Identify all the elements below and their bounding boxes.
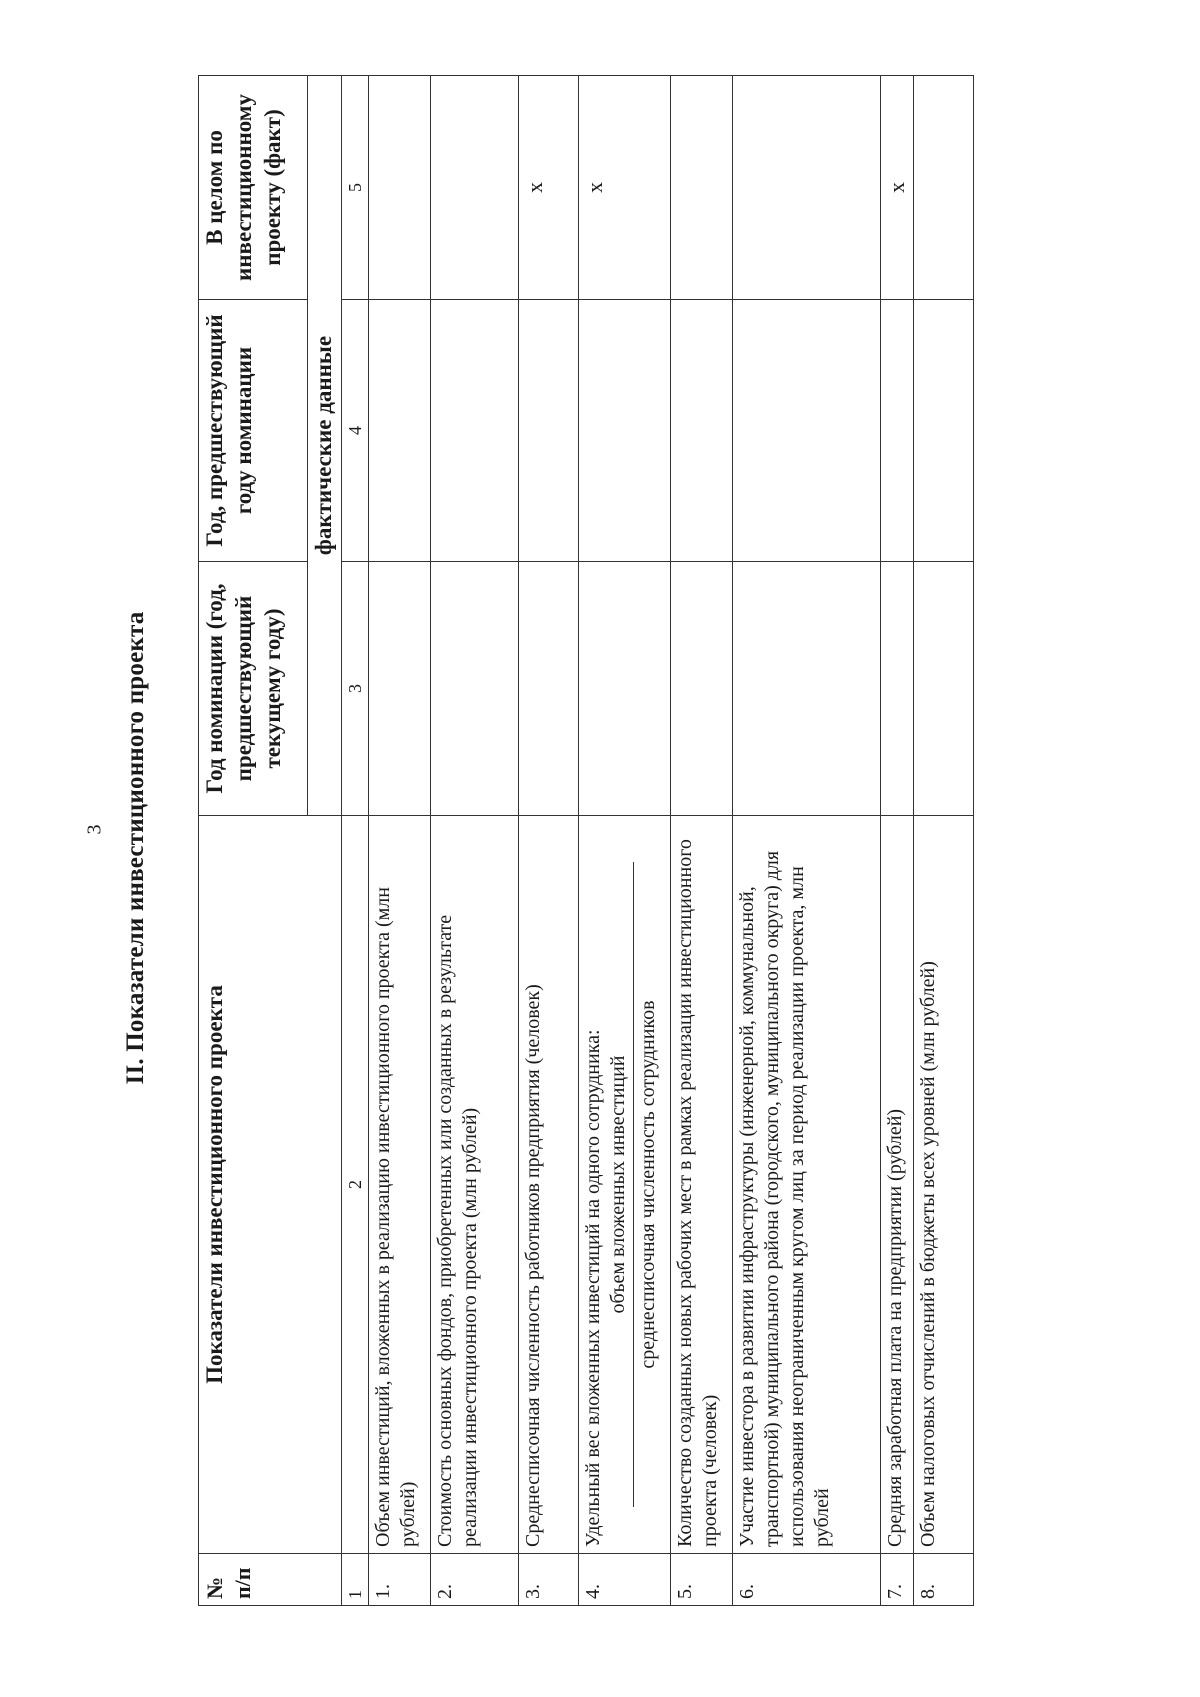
table-row	[881, 76, 914, 1606]
index-cell: 4	[341, 300, 369, 562]
row-value-col3	[881, 562, 914, 816]
header-indicator: Показатели инвестиционного проекта	[199, 816, 342, 1554]
row-value-col4	[369, 300, 431, 562]
header-total: В целом по инвестиционному проекту (факт)	[199, 76, 308, 300]
row-value-col5	[431, 76, 519, 300]
table-row	[369, 76, 431, 1606]
row-value-col4	[519, 300, 579, 562]
row-number: 8.	[913, 1554, 973, 1606]
table-row	[733, 76, 881, 1606]
row-value-col3	[671, 562, 733, 816]
row-value-col4	[671, 300, 733, 562]
index-cell: 5	[341, 76, 369, 300]
row-label: Участие инвестора в развитии инфраструктуры (инженерной, коммунальной, транспортной) муниципального района (городского, муниципального округа) для использования неограниченным кругом лиц за период реализации проекта, млн рублей	[733, 816, 881, 1554]
row-value-col5: х	[881, 76, 914, 300]
index-row	[341, 76, 369, 1606]
row-value-col3	[369, 562, 431, 816]
page-number: 3	[83, 824, 106, 835]
row-label-composite	[579, 816, 671, 1554]
row-value-col3	[913, 562, 973, 816]
row-value-col4	[913, 300, 973, 562]
fraction	[606, 822, 661, 1547]
row-number: 3.	[519, 1554, 579, 1606]
row-value-col5	[733, 76, 881, 300]
row-label: Среднесписочная численность работников предприятия (человек)	[519, 816, 579, 1554]
row-label: Удельный вес вложенных инвестиций на одного сотрудника:	[582, 1029, 605, 1547]
row-number: 5.	[671, 1554, 733, 1606]
row-label: Количество созданных новых рабочих мест в рамках реализации инвестиционного проекта (человек)	[671, 816, 733, 1554]
rotated-sheet	[110, 68, 1170, 1628]
row-value-col5	[671, 76, 733, 300]
row-value-col5	[369, 76, 431, 300]
row-number: 4.	[579, 1554, 671, 1606]
table-row	[519, 76, 579, 1606]
table-row	[913, 76, 973, 1606]
index-cell: 1	[341, 1554, 369, 1606]
row-label: Стоимость основных фондов, приобретенных или созданных в результате реализации инвестиционного проекта (млн рублей)	[431, 816, 519, 1554]
index-cell: 2	[341, 816, 369, 1554]
table-row	[579, 76, 671, 1606]
row-value-col3	[519, 562, 579, 816]
row-value-col4	[733, 300, 881, 562]
row-value-col4	[881, 300, 914, 562]
row-number: 2.	[431, 1554, 519, 1606]
row-value-col3	[431, 562, 519, 816]
table-row	[431, 76, 519, 1606]
header-prev-year: Год, предшествующий году номинации	[199, 300, 308, 562]
header-row	[199, 76, 308, 1606]
row-value-col5: х	[579, 76, 671, 300]
header-num: № п/п	[199, 1554, 342, 1606]
row-label: Средняя заработная плата на предприятии (рублей)	[881, 816, 914, 1554]
table-row	[671, 76, 733, 1606]
index-cell: 3	[341, 562, 369, 816]
row-number: 1.	[369, 1554, 431, 1606]
row-value-col5	[913, 76, 973, 300]
fraction-denominator: среднесписочная численность сотрудников	[637, 1000, 660, 1369]
row-value-col4	[579, 300, 671, 562]
row-number: 7.	[881, 1554, 914, 1606]
row-value-col3	[733, 562, 881, 816]
row-value-col5: х	[519, 76, 579, 300]
indicators-table	[198, 75, 974, 1606]
subheader-actual-data: фактические данные	[308, 76, 342, 816]
row-label: Объем налоговых отчислений в бюджеты всех уровней (млн рублей)	[913, 816, 973, 1554]
header-nomination-year: Год номинации (год, предшествующий текущему году)	[199, 562, 308, 816]
row-number: 6.	[733, 1554, 881, 1606]
row-value-col4	[431, 300, 519, 562]
row-label: Объем инвестиций, вложенных в реализацию инвестиционного проекта (млн рублей)	[369, 816, 431, 1554]
section-title: II. Показатели инвестиционного проекта	[122, 611, 149, 1085]
row-value-col3	[579, 562, 671, 816]
fraction-numerator: объем вложенных инвестиций	[606, 862, 634, 1507]
